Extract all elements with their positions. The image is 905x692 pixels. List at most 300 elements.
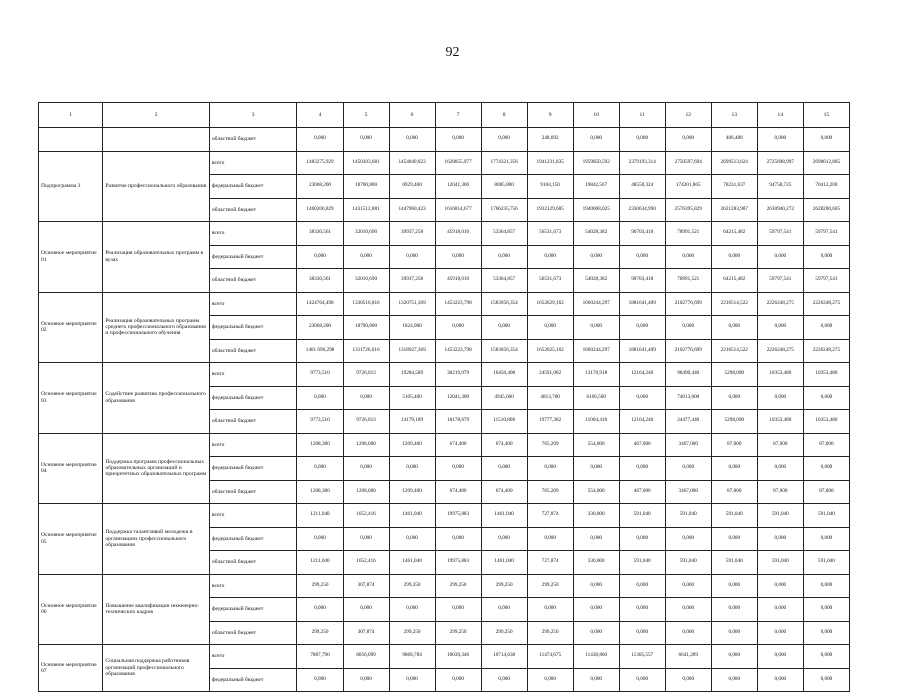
value-cell: 727,874: [527, 504, 573, 528]
value-cell: 0,000: [803, 621, 849, 645]
funding-source-cell: всего: [209, 222, 297, 246]
table-row: [39, 128, 850, 152]
value-cell: 0,000: [435, 245, 481, 269]
value-cell: 11510,808: [481, 410, 527, 434]
value-cell: 24477,440: [665, 410, 711, 434]
value-cell: 1453223,798: [435, 339, 481, 363]
value-cell: 1652,416: [343, 504, 389, 528]
column-header: 3: [209, 103, 297, 128]
program-code-cell: Основное мероприятие 02: [39, 292, 103, 363]
column-header: 15: [803, 103, 849, 128]
value-cell: 11305,557: [619, 645, 665, 669]
funding-source-cell: областной бюджет: [209, 551, 297, 575]
value-cell: 0,000: [665, 574, 711, 598]
value-cell: 591,040: [619, 504, 665, 528]
value-cell: 299,250: [297, 574, 343, 598]
funding-source-cell: всего: [209, 151, 297, 175]
value-cell: 1211,040: [297, 551, 343, 575]
value-cell: 87,000: [711, 480, 757, 504]
value-cell: 591,040: [757, 551, 803, 575]
value-cell: 0,000: [297, 527, 343, 551]
value-cell: 16450,408: [481, 363, 527, 387]
value-cell: 0,000: [665, 621, 711, 645]
column-header: 14: [757, 103, 803, 128]
funding-source-cell: областной бюджет: [209, 621, 297, 645]
table-row: [39, 363, 850, 387]
value-cell: 0,000: [573, 245, 619, 269]
value-cell: 9868,784: [389, 645, 435, 669]
value-cell: 0,000: [435, 316, 481, 340]
value-cell: 0,000: [573, 316, 619, 340]
value-cell: 0,000: [619, 668, 665, 692]
value-cell: 1660244,297: [573, 292, 619, 316]
value-cell: 0,000: [481, 128, 527, 152]
value-cell: 0,000: [803, 598, 849, 622]
value-cell: 9726,013: [343, 410, 389, 434]
value-cell: 1461,040: [389, 504, 435, 528]
value-cell: 18178,679: [435, 410, 481, 434]
column-header: 1: [39, 103, 103, 128]
value-cell: 1483275,929: [297, 151, 343, 175]
funding-source-cell: всего: [209, 574, 297, 598]
value-cell: 6641,209: [665, 645, 711, 669]
value-cell: 78231,637: [711, 175, 757, 199]
value-cell: 1660244,297: [573, 339, 619, 363]
value-cell: 5105,400: [389, 386, 435, 410]
value-cell: 0,000: [665, 245, 711, 269]
value-cell: 0,000: [803, 386, 849, 410]
value-cell: 1583056,354: [481, 339, 527, 363]
page-number: 92: [445, 45, 460, 60]
value-cell: 0,000: [711, 598, 757, 622]
program-title-cell: Развитие профессионального образования: [103, 151, 210, 222]
value-cell: 9726,013: [343, 363, 389, 387]
value-cell: 0,000: [711, 621, 757, 645]
value-cell: 24591,082: [527, 363, 573, 387]
value-cell: 11004,418: [573, 410, 619, 434]
value-cell: 4945,600: [481, 386, 527, 410]
value-cell: 6929,400: [389, 175, 435, 199]
value-cell: 87,000: [803, 480, 849, 504]
value-cell: 299,250: [481, 574, 527, 598]
value-cell: 5298,098: [711, 363, 757, 387]
table-row: [39, 433, 850, 457]
value-cell: 0,000: [757, 574, 803, 598]
value-cell: 591,040: [711, 551, 757, 575]
value-cell: 299,250: [481, 621, 527, 645]
value-cell: 0,000: [711, 386, 757, 410]
value-cell: 0,000: [757, 645, 803, 669]
value-cell: 0,000: [619, 457, 665, 481]
value-cell: 0,000: [343, 457, 389, 481]
value-cell: 0,000: [527, 457, 573, 481]
value-cell: 674,400: [481, 480, 527, 504]
program-code-cell: Основное мероприятие 07: [39, 645, 103, 692]
value-cell: 1583056,354: [481, 292, 527, 316]
value-cell: 0,000: [435, 668, 481, 692]
value-cell: 9773,510: [297, 410, 343, 434]
value-cell: 70412,200: [803, 175, 849, 199]
program-title-cell: Реализация образовательных программ среднего профессионального образования и профессионального обучения: [103, 292, 210, 363]
value-cell: 2576395,829: [665, 198, 711, 222]
value-cell: 307,874: [343, 621, 389, 645]
funding-source-cell: областной бюджет: [209, 198, 297, 222]
value-cell: 10353,480: [757, 363, 803, 387]
program-code-cell: Основное мероприятие 05: [39, 504, 103, 575]
value-cell: 1766235,756: [481, 198, 527, 222]
value-cell: 765,209: [527, 433, 573, 457]
value-cell: 2102776,699: [665, 292, 711, 316]
value-cell: 19975,883: [435, 551, 481, 575]
table-row: [39, 574, 850, 598]
value-cell: 1461,040: [389, 551, 435, 575]
value-cell: 0,000: [297, 598, 343, 622]
value-cell: 9104,150: [527, 175, 573, 199]
value-cell: 1941231,835: [527, 151, 573, 175]
value-cell: 2226248,275: [757, 339, 803, 363]
value-cell: 4813,700: [527, 386, 573, 410]
value-cell: 0,000: [757, 128, 803, 152]
value-cell: 0,000: [619, 574, 665, 598]
value-cell: 1628855,977: [435, 151, 481, 175]
funding-source-cell: федеральный бюджет: [209, 527, 297, 551]
funding-source-cell: федеральный бюджет: [209, 598, 297, 622]
value-cell: 1209,400: [389, 480, 435, 504]
value-cell: 0,000: [389, 128, 435, 152]
value-cell: 1652629,162: [527, 292, 573, 316]
value-cell: 0,000: [297, 668, 343, 692]
value-cell: 23068,200: [297, 316, 343, 340]
value-cell: 0,000: [527, 527, 573, 551]
value-cell: 0,000: [619, 598, 665, 622]
funding-source-cell: федеральный бюджет: [209, 175, 297, 199]
value-cell: 90703,418: [619, 222, 665, 246]
value-cell: 727,874: [527, 551, 573, 575]
value-cell: 0,000: [435, 598, 481, 622]
funding-source-cell: федеральный бюджет: [209, 386, 297, 410]
value-cell: 0,000: [665, 668, 711, 692]
program-title-cell: Социальная поддержка работников организаций профессионального образования: [103, 645, 210, 692]
value-cell: 0,000: [343, 245, 389, 269]
value-cell: 19284,589: [389, 363, 435, 387]
value-cell: 591,040: [619, 551, 665, 575]
value-cell: 0,000: [573, 527, 619, 551]
funding-source-cell: всего: [209, 645, 297, 669]
value-cell: 2698612,805: [803, 151, 849, 175]
value-cell: 78991,521: [665, 222, 711, 246]
value-cell: 0,000: [665, 598, 711, 622]
program-title-cell: Поддержка программ профессиональных образовательных организаций и приоритетных образовательных программ: [103, 433, 210, 504]
value-cell: 0,000: [389, 457, 435, 481]
value-cell: 10353,480: [803, 410, 849, 434]
value-cell: 0,000: [803, 574, 849, 598]
value-cell: 554,000: [573, 480, 619, 504]
value-cell: 12041,300: [435, 175, 481, 199]
value-cell: 0,000: [481, 245, 527, 269]
funding-source-cell: федеральный бюджет: [209, 316, 297, 340]
value-cell: 0,000: [343, 527, 389, 551]
value-cell: 87,000: [711, 433, 757, 457]
value-cell: 1959850,592: [573, 151, 619, 175]
value-cell: 19842,567: [573, 175, 619, 199]
value-cell: 0,000: [527, 316, 573, 340]
value-cell: 0,000: [665, 527, 711, 551]
value-cell: 0,000: [297, 128, 343, 152]
table-row: [39, 645, 850, 669]
value-cell: 1208,600: [343, 480, 389, 504]
value-cell: 0,000: [665, 128, 711, 152]
value-cell: 19975,883: [435, 504, 481, 528]
value-cell: 64215,482: [711, 222, 757, 246]
value-cell: 591,040: [711, 504, 757, 528]
value-cell: 0,000: [343, 128, 389, 152]
program-title-cell: Содействие развитию профессионального образования: [103, 363, 210, 434]
value-cell: 2226248,275: [803, 339, 849, 363]
value-cell: 2226248,275: [803, 292, 849, 316]
value-cell: 0,000: [757, 621, 803, 645]
value-cell: 3467,000: [665, 480, 711, 504]
empty-cell: [39, 128, 103, 152]
program-title-cell: Поддержка талантливой молодежи в организациях профессионального образования: [103, 504, 210, 575]
funding-source-cell: областной бюджет: [209, 480, 297, 504]
value-cell: 2226248,275: [757, 292, 803, 316]
value-cell: 0,000: [757, 245, 803, 269]
value-cell: 59797,541: [757, 222, 803, 246]
value-cell: 59797,541: [803, 222, 849, 246]
value-cell: 0,000: [527, 668, 573, 692]
value-cell: 0,000: [711, 245, 757, 269]
column-header: 12: [665, 103, 711, 128]
value-cell: 0,000: [711, 668, 757, 692]
value-cell: 1431512,881: [343, 198, 389, 222]
value-cell: 8085,800: [481, 175, 527, 199]
value-cell: 591,040: [757, 504, 803, 528]
funding-source-cell: всего: [209, 504, 297, 528]
value-cell: 0,000: [757, 316, 803, 340]
value-cell: 0,000: [297, 457, 343, 481]
value-cell: 53364,857: [481, 222, 527, 246]
value-cell: 9773,510: [297, 363, 343, 387]
value-cell: 406,488: [711, 128, 757, 152]
value-cell: 0,000: [619, 621, 665, 645]
value-cell: 5298,098: [711, 410, 757, 434]
value-cell: 1208,380: [297, 433, 343, 457]
value-cell: 87,000: [757, 433, 803, 457]
value-cell: 248,692: [527, 128, 573, 152]
funding-source-cell: федеральный бюджет: [209, 245, 297, 269]
value-cell: 467,000: [619, 480, 665, 504]
value-cell: 2379193,314: [619, 151, 665, 175]
value-cell: 11474,675: [527, 645, 573, 669]
value-cell: 674,400: [435, 433, 481, 457]
value-cell: 0,000: [619, 386, 665, 410]
value-cell: 1461,040: [481, 504, 527, 528]
value-cell: 0,000: [389, 527, 435, 551]
table-row: [39, 292, 850, 316]
value-cell: 0,000: [803, 668, 849, 692]
value-cell: 0,000: [527, 245, 573, 269]
value-cell: 591,040: [803, 551, 849, 575]
budget-table: [38, 102, 850, 692]
value-cell: 299,250: [389, 574, 435, 598]
value-cell: 0,000: [573, 128, 619, 152]
value-cell: 7887,790: [297, 645, 343, 669]
funding-source-cell: федеральный бюджет: [209, 457, 297, 481]
value-cell: 1208,380: [297, 480, 343, 504]
value-cell: 12164,240: [619, 410, 665, 434]
value-cell: 0,000: [389, 668, 435, 692]
value-cell: 1652625,162: [527, 339, 573, 363]
value-cell: 0,000: [757, 598, 803, 622]
table-row: [39, 151, 850, 175]
funding-source-cell: всего: [209, 292, 297, 316]
value-cell: 1461,040: [481, 551, 527, 575]
value-cell: 39937,258: [389, 269, 435, 293]
value-cell: 0,000: [619, 527, 665, 551]
column-header: 11: [619, 103, 665, 128]
value-cell: 0,000: [803, 457, 849, 481]
value-cell: 87,000: [803, 433, 849, 457]
value-cell: 18790,800: [343, 316, 389, 340]
value-cell: 0,000: [803, 645, 849, 669]
value-cell: 10714,638: [481, 645, 527, 669]
value-cell: 591,040: [665, 551, 711, 575]
value-cell: 174201,865: [665, 175, 711, 199]
value-cell: 591,040: [803, 504, 849, 528]
value-cell: 0,000: [757, 527, 803, 551]
value-cell: 0,000: [803, 527, 849, 551]
column-header: 2: [103, 103, 210, 128]
value-cell: 38330,561: [297, 222, 343, 246]
table-body: [39, 128, 850, 692]
value-cell: 64215,482: [711, 269, 757, 293]
value-cell: 0,000: [435, 527, 481, 551]
value-cell: 0,000: [619, 128, 665, 152]
value-cell: 765,209: [527, 480, 573, 504]
value-cell: 1211,040: [297, 504, 343, 528]
value-cell: 30219,979: [435, 363, 481, 387]
value-cell: 48558,324: [619, 175, 665, 199]
value-cell: 18700,800: [343, 175, 389, 199]
value-cell: 0,000: [619, 316, 665, 340]
value-cell: 0,000: [389, 598, 435, 622]
value-cell: 78991,521: [665, 269, 711, 293]
value-cell: 1460206,829: [297, 198, 343, 222]
value-cell: 299,250: [297, 621, 343, 645]
value-cell: 1318927,369: [389, 339, 435, 363]
value-cell: 54028,382: [573, 269, 619, 293]
column-header: 10: [573, 103, 619, 128]
value-cell: 0,000: [803, 245, 849, 269]
value-cell: 0,000: [573, 598, 619, 622]
value-cell: 467,000: [619, 433, 665, 457]
column-header: 9: [527, 103, 573, 128]
column-header: 5: [343, 103, 389, 128]
funding-source-cell: всего: [209, 363, 297, 387]
value-cell: 0,000: [711, 645, 757, 669]
value-cell: 1208,600: [343, 433, 389, 457]
value-cell: 12041,300: [435, 386, 481, 410]
value-cell: 98490,440: [665, 363, 711, 387]
value-cell: 3467,000: [665, 433, 711, 457]
value-cell: 330,000: [573, 551, 619, 575]
value-cell: 59797,541: [803, 269, 849, 293]
value-cell: 2330634,990: [619, 198, 665, 222]
value-cell: 0,000: [481, 598, 527, 622]
value-cell: 56531,673: [527, 222, 573, 246]
value-cell: 1401 696,298: [297, 339, 343, 363]
value-cell: 0,000: [573, 621, 619, 645]
value-cell: 90703,418: [619, 269, 665, 293]
table-row: [39, 504, 850, 528]
value-cell: 299,250: [435, 574, 481, 598]
value-cell: 1311726,016: [343, 339, 389, 363]
value-cell: 0,000: [803, 316, 849, 340]
value-cell: 0,000: [711, 527, 757, 551]
value-cell: 0,000: [757, 668, 803, 692]
value-cell: 0,000: [757, 457, 803, 481]
value-cell: 56531,673: [527, 269, 573, 293]
value-cell: 94758,725: [757, 175, 803, 199]
column-header: 7: [435, 103, 481, 128]
value-cell: 1881641,409: [619, 339, 665, 363]
value-cell: 0,000: [573, 668, 619, 692]
value-cell: 330,000: [573, 504, 619, 528]
value-cell: 1881641,409: [619, 292, 665, 316]
value-cell: 0,000: [573, 457, 619, 481]
value-cell: 0,000: [711, 574, 757, 598]
value-cell: 1330516,816: [343, 292, 389, 316]
value-cell: 0,000: [665, 316, 711, 340]
value-cell: 2725698,997: [757, 151, 803, 175]
value-cell: 299,250: [389, 621, 435, 645]
value-cell: 10353,480: [757, 410, 803, 434]
funding-source-cell: областной бюджет: [209, 339, 297, 363]
value-cell: 0,000: [665, 457, 711, 481]
table-header-row: [39, 103, 850, 128]
value-cell: 1454849,823: [389, 151, 435, 175]
value-cell: 2630940,272: [757, 198, 803, 222]
value-cell: 6166,500: [573, 386, 619, 410]
value-cell: 0,000: [757, 386, 803, 410]
value-cell: 1209,400: [389, 433, 435, 457]
value-cell: 1320751,369: [389, 292, 435, 316]
value-cell: 0,000: [619, 245, 665, 269]
value-cell: 1616814,677: [435, 198, 481, 222]
value-cell: 54028,382: [573, 222, 619, 246]
program-code-cell: Основное мероприятие 01: [39, 222, 103, 293]
value-cell: 307,874: [343, 574, 389, 598]
value-cell: 2750597,694: [665, 151, 711, 175]
value-cell: 2699513,624: [711, 151, 757, 175]
value-cell: 23068,200: [297, 175, 343, 199]
value-cell: 0,000: [803, 128, 849, 152]
funding-source-cell: областной бюджет: [209, 410, 297, 434]
value-cell: 299,250: [435, 621, 481, 645]
value-cell: 1774321,356: [481, 151, 527, 175]
value-cell: 0,000: [297, 245, 343, 269]
value-cell: 12164,240: [619, 363, 665, 387]
value-cell: 0,000: [481, 668, 527, 692]
value-cell: 74013,000: [665, 386, 711, 410]
value-cell: 0,000: [481, 527, 527, 551]
value-cell: 591,040: [665, 504, 711, 528]
funding-source-cell: областной бюджет: [209, 128, 297, 152]
value-cell: 45918,010: [435, 222, 481, 246]
value-cell: 1453223,798: [435, 292, 481, 316]
value-cell: 32010,690: [343, 269, 389, 293]
value-cell: 554,000: [573, 433, 619, 457]
